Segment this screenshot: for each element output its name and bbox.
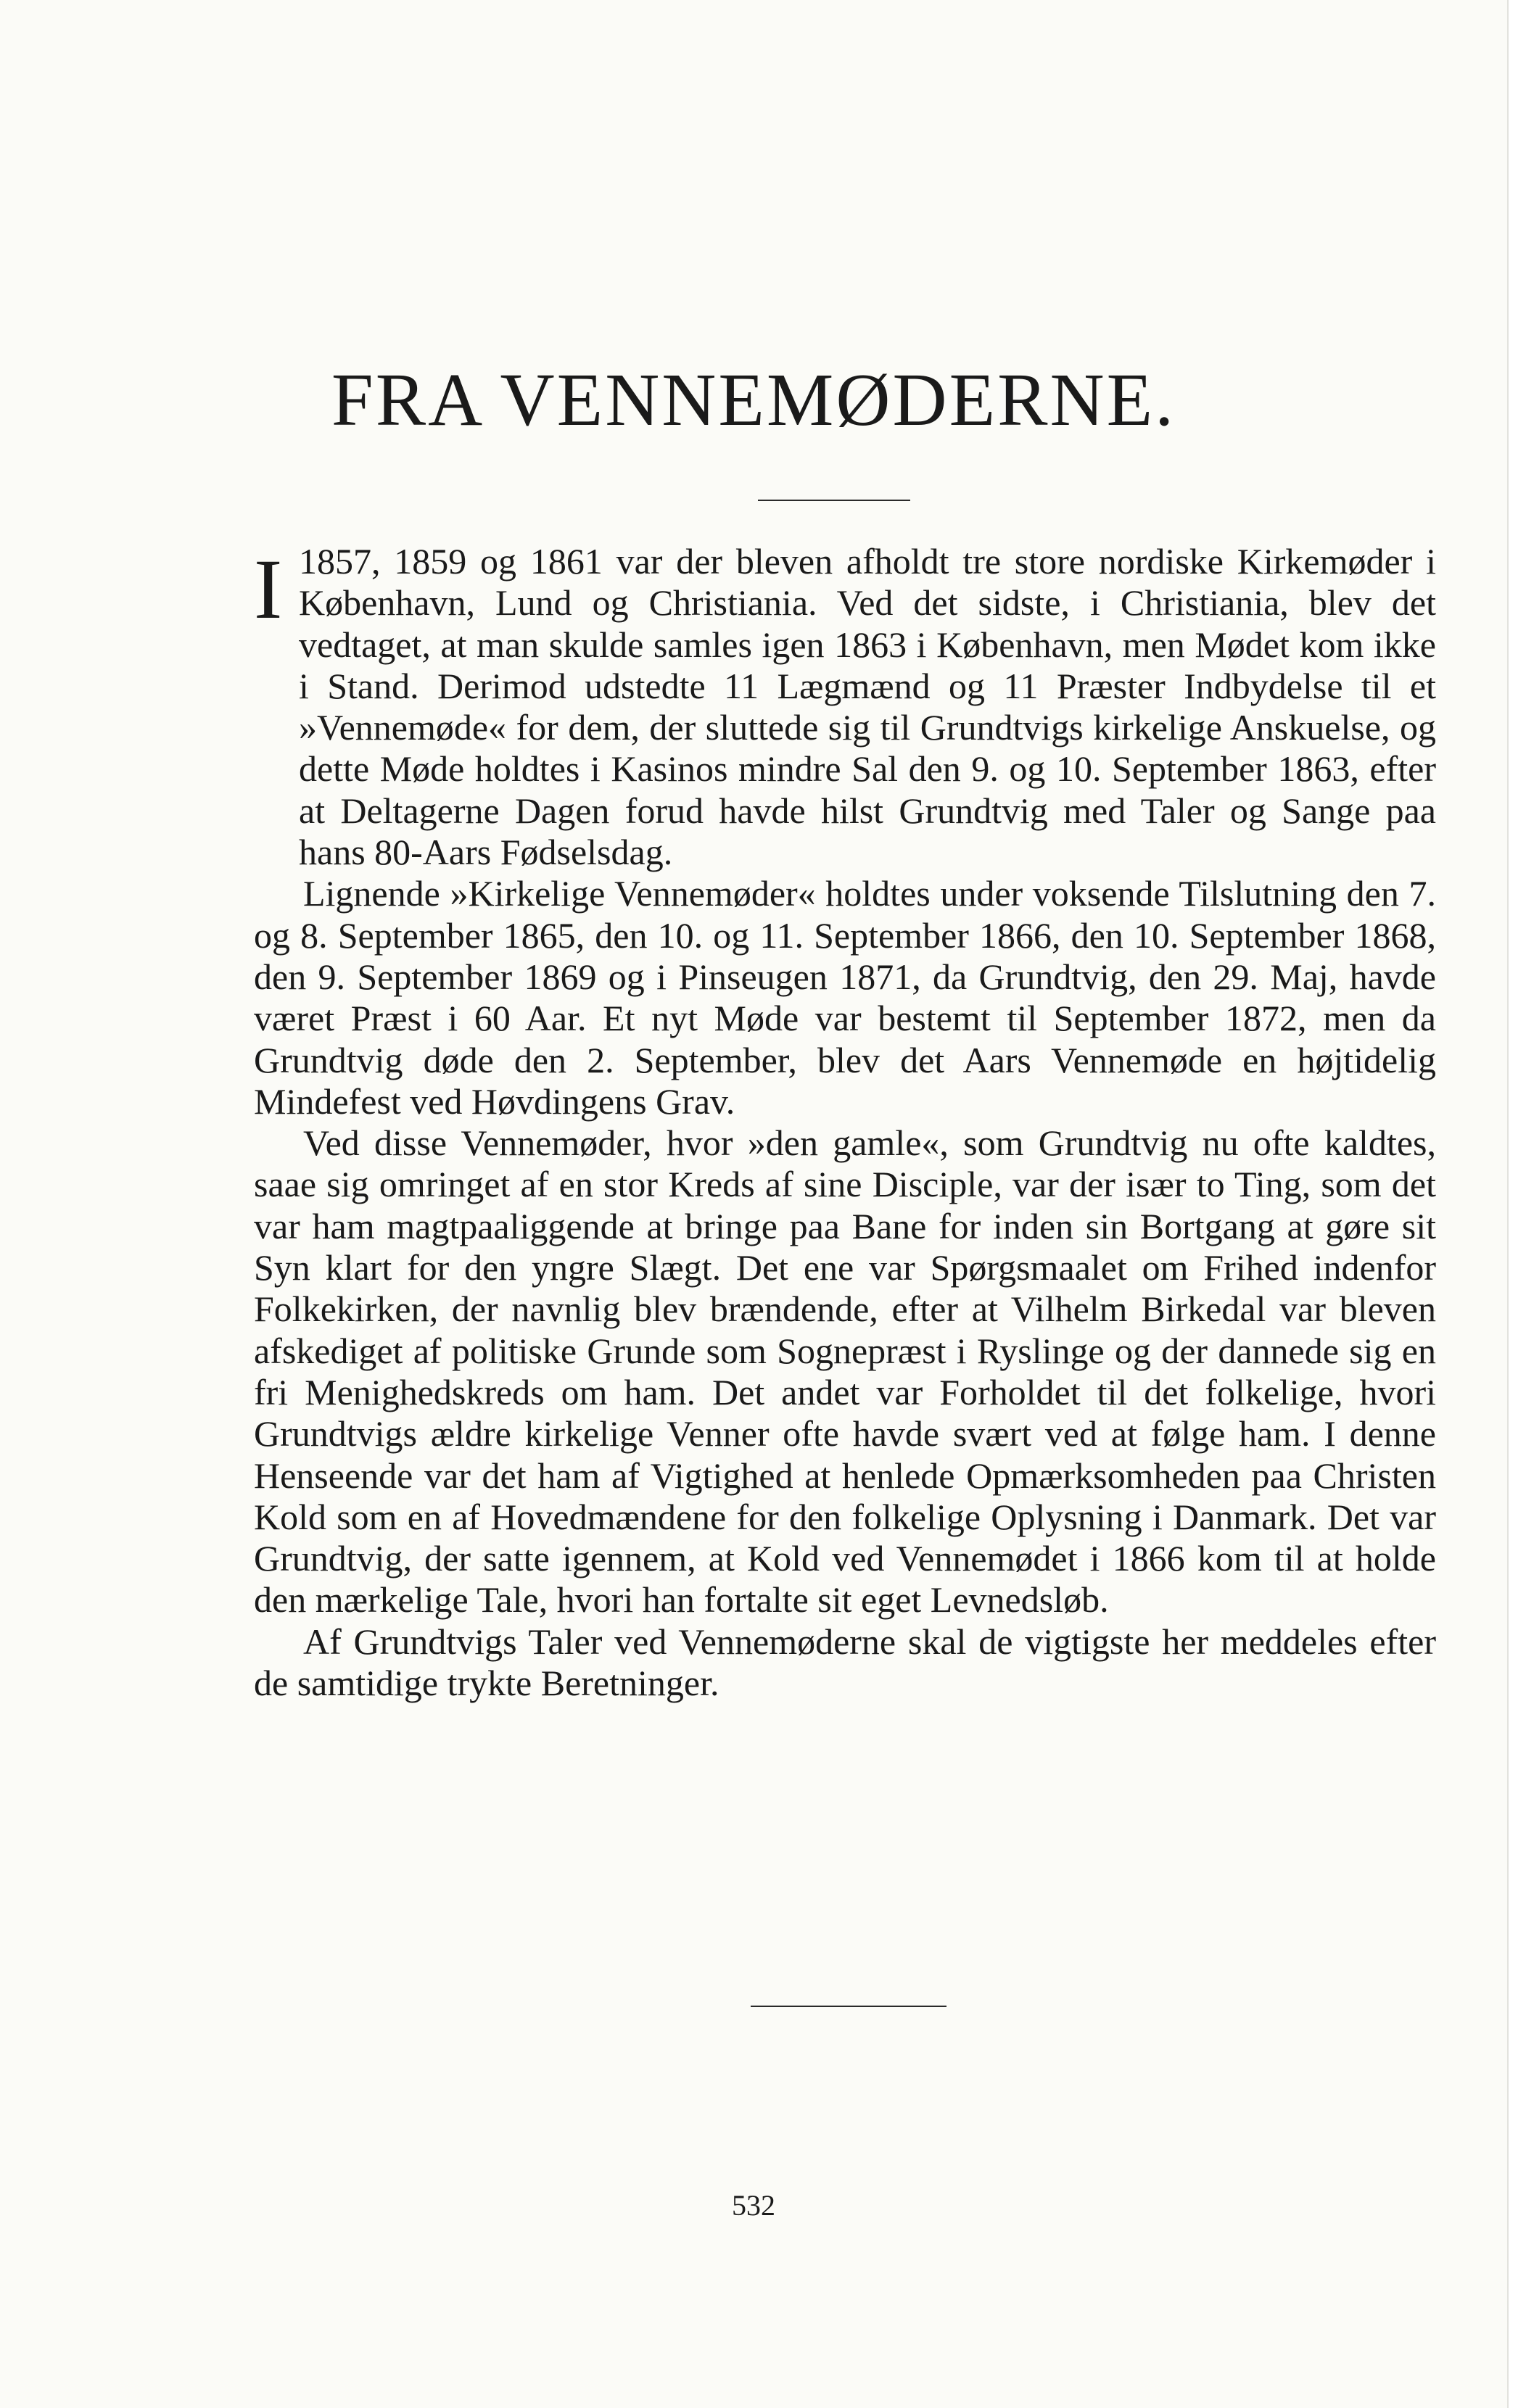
body-text	[254, 541, 1436, 1704]
paragraph-1-text: 1857, 1859 og 1861 var der bleven afholdt tre store nordiske Kirkemøder i København, Lund og Christiania. Ved det sidste, i Christiania, blev det vedtaget, at man skulde samles igen 1863 i København, men Mødet kom ikke i Stand. Derimod udstedte 11 Lægmænd og 11 Præster Indbydelse til et »Vennemøde« for dem, der sluttede sig til Grundtvigs kirkelige Anskuelse, og dette Møde holdtes i Kasinos mindre Sal den 9. og 10. September 1863, efter at Deltagerne Dagen forud havde hilst Grundtvig med Taler og Sange paa hans 80-Aars Fødselsdag.	[299, 541, 1436, 873]
page-title: FRA VENNEMØDERNE.	[331, 358, 1176, 442]
paragraph-2: Lignende »Kirkelige Vennemøder« holdtes under voksende Tilslutning den 7. og 8. September 1865, den 10. og 11. September 1866, den 10. September 1868, den 9. September 1869 og i Pinseugen 1871, da Grundtvig, den 29. Maj, havde været Præst i 60 Aar. Et nyt Møde var bestemt til September 1872, men da Grundtvig døde den 2. September, blev det Aars Vennemøde en højtidelig Mindefest ved Høvdingens Grav.	[254, 873, 1436, 1122]
paragraph-3: Ved disse Vennemøder, hvor »den gamle«, som Grundtvig nu ofte kaldtes, saae sig omringet af en stor Kreds af sine Disciple, var der især to Ting, som det var ham magtpaaliggende at bringe paa Bane for inden sin Bortgang at gøre sit Syn klart for den yngre Slægt. Det ene var Spørgsmaalet om Frihed indenfor Folkekirken, der navnlig blev brændende, efter at Vilhelm Birkedal var bleven afskediget af politiske Grunde som Sognepræst i Ryslinge og der dannede sig en fri Menighedskreds om ham. Det andet var Forholdet til det folkelige, hvori Grundtvigs ældre kirkelige Venner ofte havde svært ved at følge ham. I denne Henseende var det ham af Vigtighed at henlede Opmærksomheden paa Christen Kold som en af Hovedmændene for den folkelige Oplysning i Danmark. Det var Grundtvig, der satte igennem, at Kold ved Vennemødet i 1866 kom til at holde den mærkelige Tale, hvori han fortalte sit eget Levnedsløb.	[254, 1122, 1436, 1621]
title-rule	[758, 500, 910, 501]
paragraph-1	[254, 541, 1436, 873]
paragraph-4: Af Grundtvigs Taler ved Vennemøderne skal de vigtigste her meddeles efter de samtidige trykte Beretninger.	[254, 1621, 1436, 1704]
section-end-rule	[751, 2006, 946, 2007]
drop-cap: I	[254, 542, 283, 637]
page-number: 532	[732, 2189, 775, 2222]
page-edge	[1507, 0, 1526, 2408]
